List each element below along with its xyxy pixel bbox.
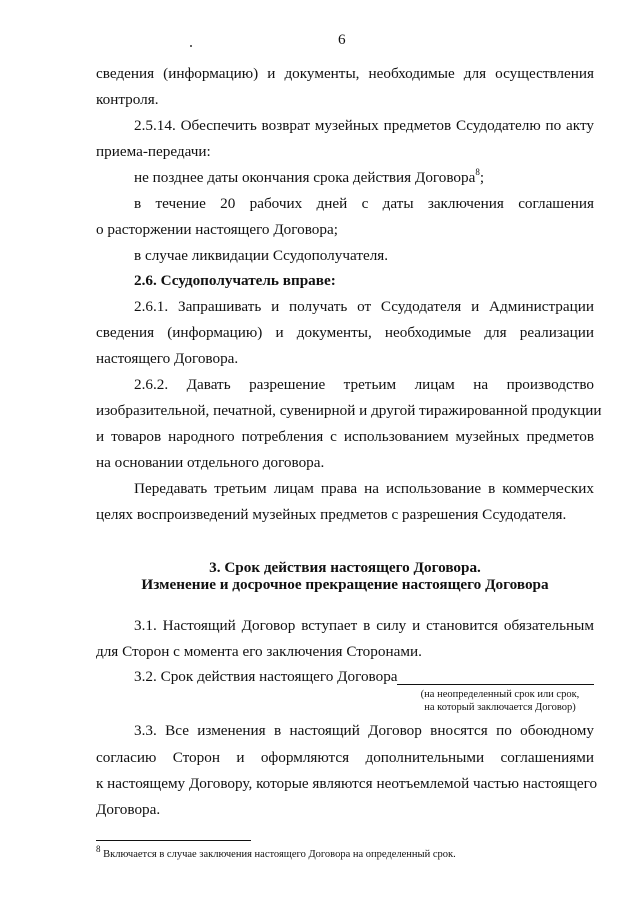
footnote — [96, 843, 456, 861]
text-line: в течение 20 рабочих дней с даты заключения соглашения — [134, 195, 594, 212]
text-line: 3.2. Срок действия настоящего Договора — [134, 668, 398, 685]
text-line: для Сторон с момента его заключения Сторонами. — [96, 643, 422, 660]
text-line: на основании отдельного договора. — [96, 454, 325, 471]
text-line: о расторжении настоящего Договора; — [96, 221, 338, 238]
text-line: настоящего Договора. — [96, 350, 239, 367]
text-line: целях воспроизведений музейных предметов с разрешения Ссудодателя. — [96, 506, 567, 523]
text-line: и товаров народного потребления с использованием музейных предметов — [96, 428, 594, 445]
footnote-ref: 8 — [475, 166, 480, 177]
text-line: Передавать третьим лицам права на использование в коммерческих — [134, 480, 594, 497]
section-heading: 3. Срок действия настоящего Договора. — [209, 559, 481, 576]
section-heading: Изменение и досрочное прекращение настоящего Договора — [141, 576, 549, 593]
text-span: не позднее даты окончания срока действия Договора — [134, 169, 476, 186]
text-line: сведения (информацию) и документы, необходимые для осуществления — [96, 65, 594, 82]
text-line — [134, 166, 485, 187]
text-line: 2.6.1. Запрашивать и получать от Ссудодателя и Администрации — [134, 298, 594, 315]
text-line: к настоящему Договору, которые являются неотъемлемой частью настоящего — [96, 775, 598, 792]
text-span: ; — [479, 169, 485, 186]
footnote-mark: 8 — [96, 843, 101, 854]
text-line: в случае ликвидации Ссудополучателя. — [134, 247, 389, 264]
text-line: 3.3. Все изменения в настоящий Договор вносятся по обоюдному — [134, 722, 594, 739]
footnote-separator — [96, 840, 251, 841]
text-line: 2.5.14. Обеспечить возврат музейных предметов Ссудодателю по акту — [134, 117, 594, 134]
section-subheading: 2.6. Ссудополучатель вправе: — [134, 272, 336, 289]
page-number: 6 — [338, 31, 346, 48]
blank-hint: (на неопределенный срок или срок, — [420, 689, 580, 700]
scan-speck — [190, 45, 192, 47]
text-line: согласию Сторон и оформляются дополнительными соглашениями — [96, 749, 594, 766]
text-line: изобразительной, печатной, сувенирной и другой тиражированной продукции — [96, 402, 602, 419]
text-line: приема-передачи: — [96, 143, 211, 160]
fill-in-blank — [397, 684, 594, 685]
text-line: 3.1. Настоящий Договор вступает в силу и становится обязательным — [134, 617, 594, 634]
text-line: Договора. — [96, 801, 161, 818]
text-line: сведения (информацию) и документы, необходимые для реализации — [96, 324, 594, 341]
text-line: 2.6.2. Давать разрешение третьим лицам на производство — [134, 376, 594, 393]
blank-hint: на который заключается Договор) — [424, 702, 576, 713]
text-line: контроля. — [96, 91, 159, 108]
footnote-text: Включается в случае заключения настоящего Договора на определенный срок. — [103, 849, 456, 860]
